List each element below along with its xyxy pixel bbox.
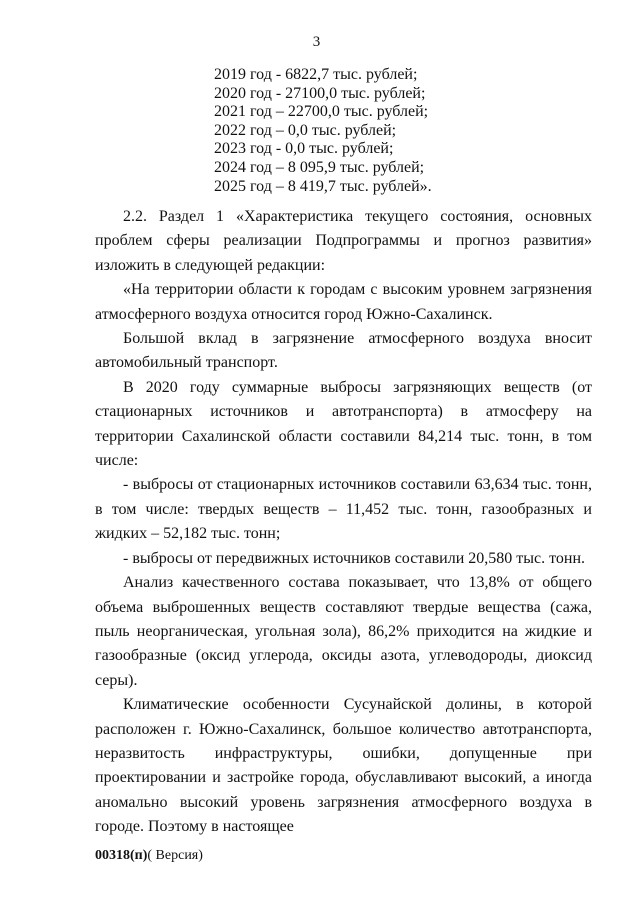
budget-line: 2020 год - 27100,0 тыс. рублей;	[214, 84, 426, 102]
paragraph: - выбросы от стационарных источников составили 63,634 тыс. тонн, в том числе: твердых веществ – 11,452 тыс. тонн, газообразных и жидких – 52,182 тыс. тонн;	[95, 476, 592, 543]
document-code: 00318(п)	[95, 848, 148, 863]
paragraph: «На территории области к городам с высоким уровнем загрязнения атмосферного воздуха относится город Южно-Сахалинск.	[95, 281, 592, 323]
document-version: ( Версия)	[147, 848, 203, 863]
paragraph: Большой вклад в загрязнение атмосферного воздуха вносит автомобильный транспорт.	[95, 330, 592, 372]
budget-line: 2023 год - 0,0 тыс. рублей;	[214, 140, 394, 158]
page-number: 3	[312, 34, 321, 50]
budget-line: 2022 год – 0,0 тыс. рублей;	[214, 121, 397, 139]
paragraph: В 2020 году суммарные выбросы загрязняющих веществ (от стационарных источников и автотранспорта) в атмосферу на территории Сахалинской области составили 84,214 тыс. тонн, в том числе:	[95, 378, 592, 470]
budget-line: 2019 год - 6822,7 тыс. рублей;	[214, 66, 418, 83]
paragraph: Климатические особенности Сусунайской долины, в которой расположен г. Южно-Сахалинск, большое количество автотранспорта, неразвитость инфраструктуры, ошибки, допущенные при проектировании и застройке города, обуславливают высокий, а иногда аномально высокий уровень загрязнения атмосферного воздуха в городе. Поэтому в настоящее	[95, 696, 592, 836]
paragraph-section-2-2: 2.2. Раздел 1 «Характеристика текущего состояния, основных проблем сферы реализации Подпрограммы и прогноз развития» изложить в следующей редакции:	[95, 208, 592, 274]
budget-line: 2025 год – 8 419,7 тыс. рублей».	[214, 177, 432, 195]
paragraph: - выбросы от передвижных источников составили 20,580 тыс. тонн.	[123, 549, 586, 567]
paragraph: Анализ качественного состава показывает, что 13,8% от общего объема выброшенных веществ составляют твердые вещества (сажа, пыль неорганическая, угольная зола), 86,2% приходится на жидкие и газообразные (оксид углерода, оксиды азота, углеводороды, диоксид серы).	[95, 574, 592, 689]
budget-line: 2021 год – 22700,0 тыс. рублей;	[214, 103, 429, 121]
budget-list	[214, 66, 432, 196]
budget-line: 2024 год – 8 095,9 тыс. рублей;	[214, 158, 425, 176]
document-footer	[95, 848, 203, 864]
body-text	[95, 205, 592, 840]
